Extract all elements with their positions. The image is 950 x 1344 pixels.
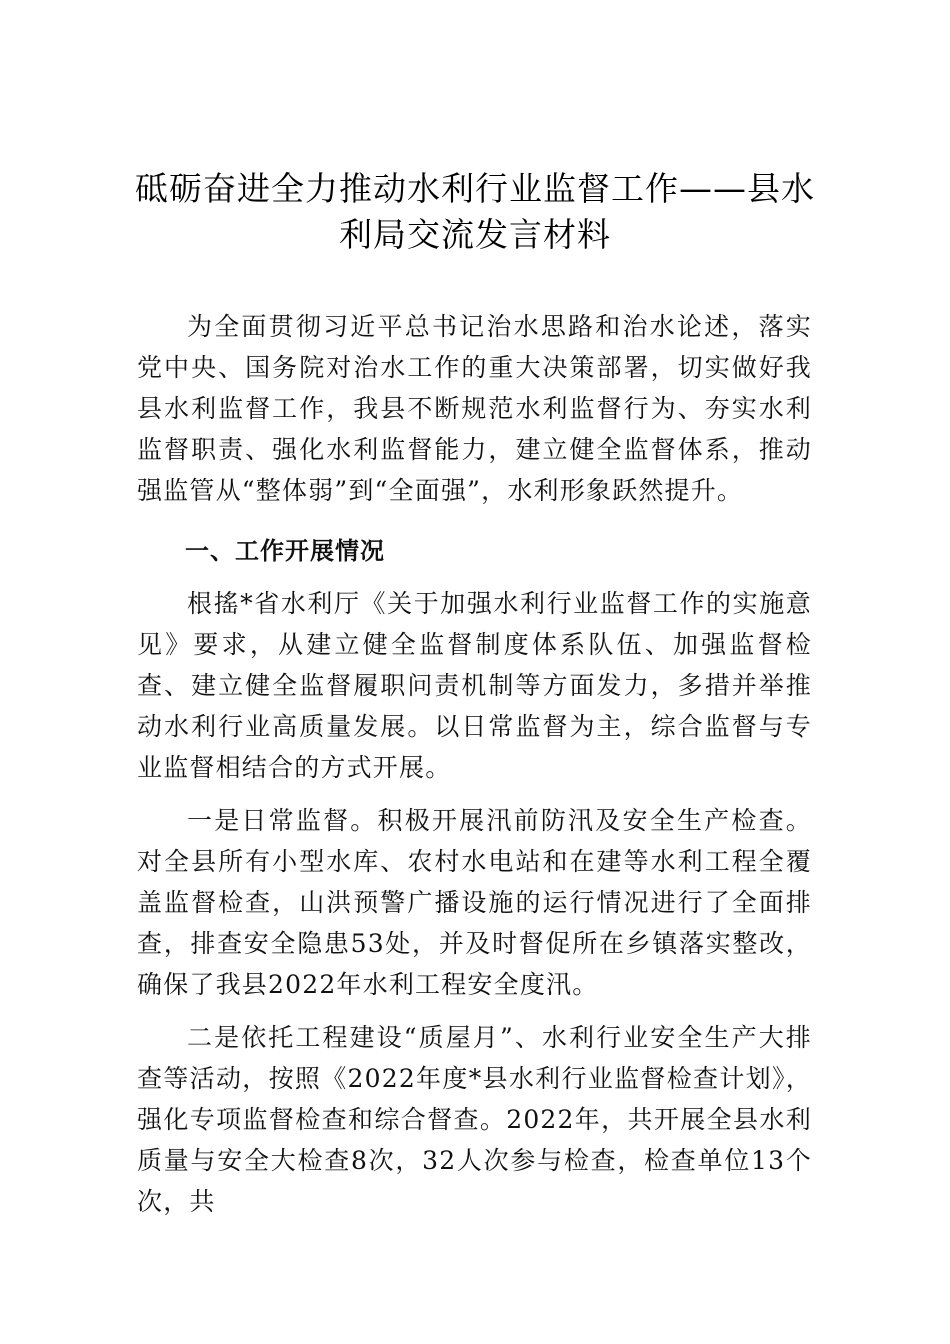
body-paragraph: 根搖*省水利厅《关于加强水利行业监督工作的实施意见》要求，从建立健全监督制度体系队伍、加强监督检查、建立健全监督履职问责机制等方面发力，多措并举推动水利行业高质量发展。以日常监督为主，综合监督与专业监督相结合的方式开展。	[137, 589, 812, 782]
section-heading: 一、工作开展情况	[185, 537, 385, 565]
body-paragraph: 二是依托工程建设“质屋月”、水利行业安全生产大排查等活动，按照《2022年度*县水利行业监督检查计划》，强化专项监督检查和综合督查。2022年，共开展全县水利质量与安全大检查8次，32人次参与检查，检查单位13个次，共	[137, 1023, 812, 1216]
document-body	[137, 306, 812, 1222]
body-paragraph: 一是日常监督。积极开展汛前防汛及安全生产检查。对全县所有小型水库、农村水电站和在建等水利工程全覆盖监督检查，山洪预警广播设施的运行情况进行了全面排查，排查安全隐患53处，并及时督促所在乡镇落实整改，确保了我县2022年水利工程安全度汛。	[137, 806, 812, 999]
intro-paragraph: 为全面贯彻习近平总书记治水思路和治水论述，落实党中央、国务院对治水工作的重大决策部署，切实做好我县水利监督工作，我县不断规范水利监督行为、夯实水利监督职责、强化水利监督能力，建立健全监督体系，推动强监管从“整体弱”到“全面强”，水利形象跃然提升。	[137, 312, 812, 505]
document-title: 砥砺奋进全力推动水利行业监督工作——县水利局交流发言材料	[135, 169, 815, 254]
